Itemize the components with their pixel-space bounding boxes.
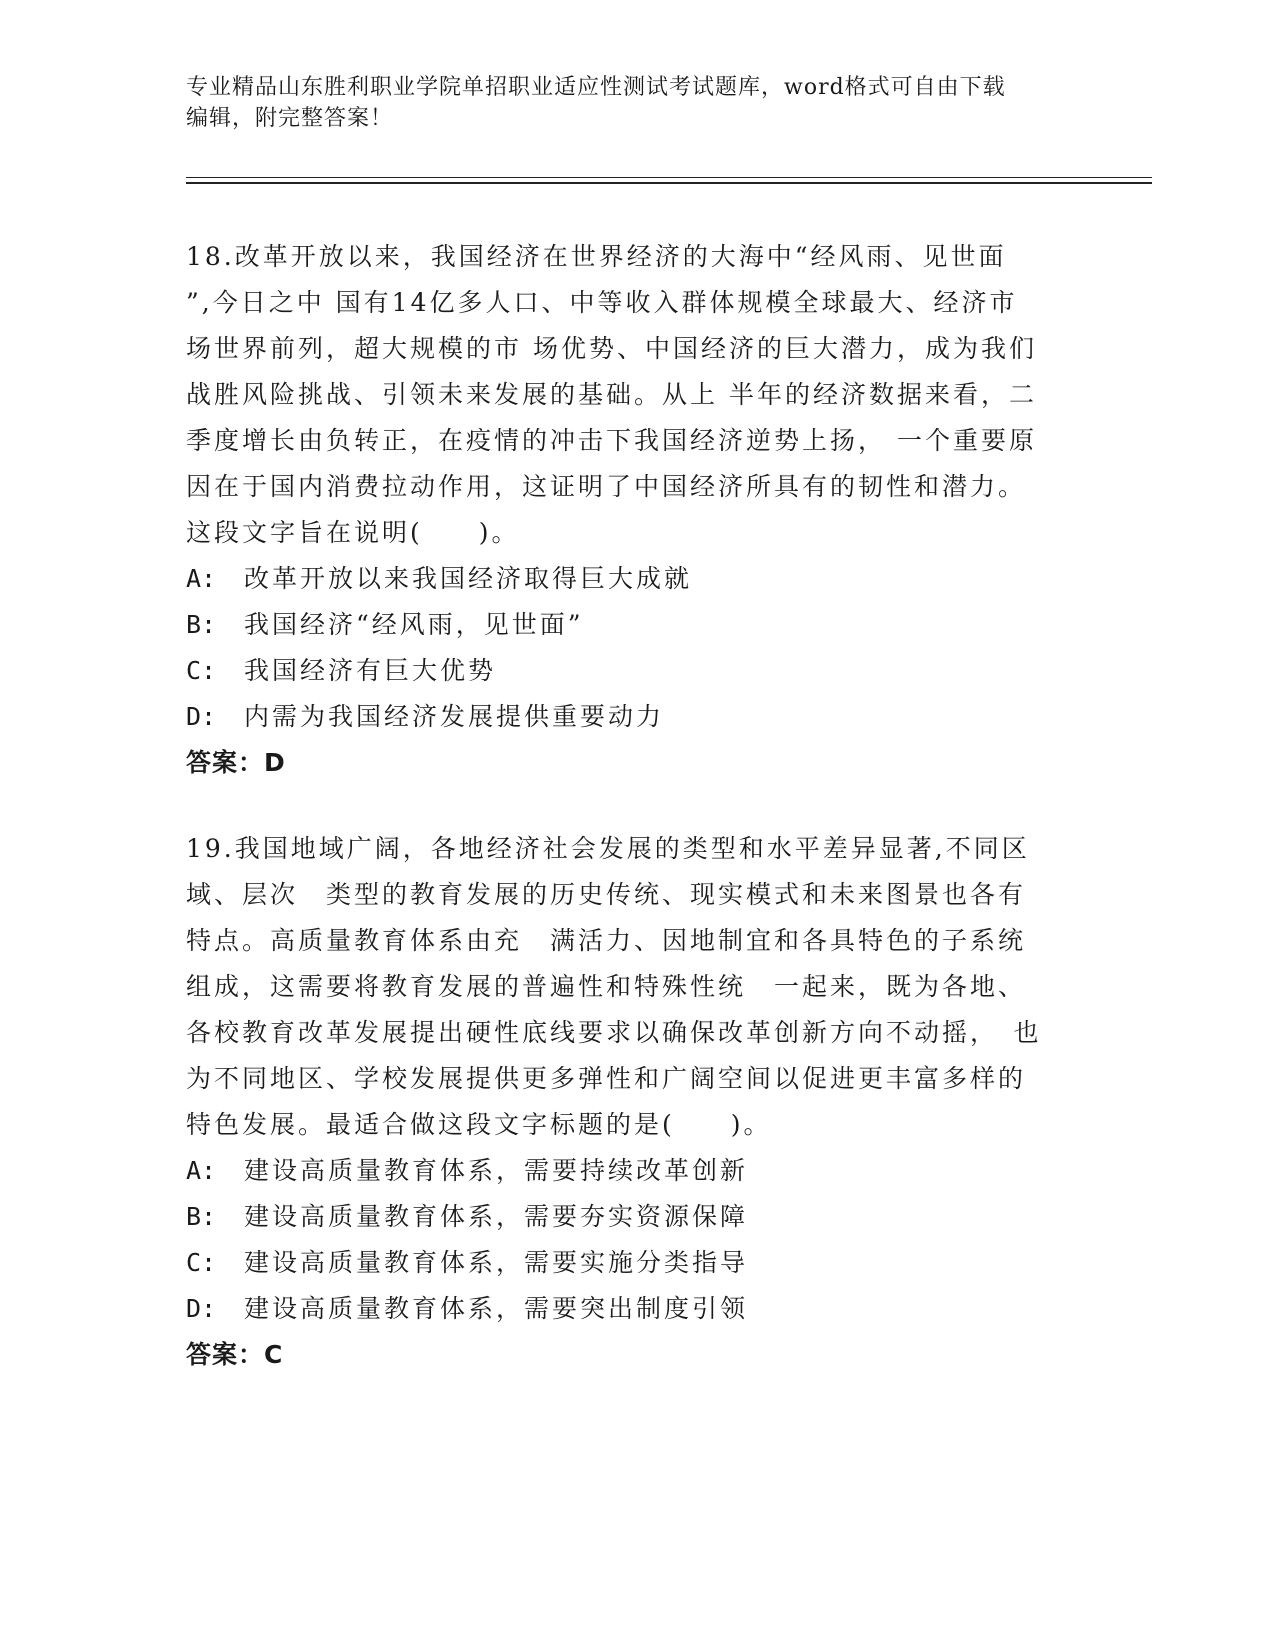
option-letter: C: [186,656,217,685]
option-c [186,1240,1086,1286]
question-stem-line: ”,今日之中 国有14亿多人口、中等收入群体规模全球最大、经济市 [186,288,1018,317]
header-divider [186,177,1152,178]
document-header [186,72,1086,134]
option-letter: A: [186,1156,217,1185]
option-text: 建设高质量教育体系，需要夯实资源保障 [244,1202,749,1231]
option-d [186,694,1086,740]
option-text: 我国经济有巨大优势 [244,656,497,685]
option-a [186,1148,1086,1194]
question-stem-line: 战胜风险挑战、引领未来发展的基础。从上 半年的经济数据来看，二 [186,380,1037,409]
header-line: 编辑，附完整答案！ [186,106,394,131]
answer-label: 答案：D [186,748,286,777]
option-text: 建设高质量教育体系，需要突出制度引领 [244,1294,749,1323]
option-d [186,1286,1086,1332]
option-letter: B: [186,610,217,639]
option-letter: C: [186,1248,217,1277]
header-line: 专业精品山东胜利职业学院单招职业适应性测试考试题库，word格式可自由下载 [186,75,1006,100]
question-stem-line: 场世界前列，超大规模的市 场优势、中国经济的巨大潜力，成为我们 [186,334,1037,363]
question-stem-line: 特色发展。最适合做这段文字标题的是( )。 [186,1110,772,1139]
answer-label: 答案：C [186,1340,284,1369]
option-b [186,602,1086,648]
option-b [186,1194,1086,1240]
question-stem-line: 18.改革开放以来，我国经济在世界经济的大海中“经风雨、见世面 [186,242,1007,271]
question-19 [186,826,1086,1378]
question-18 [186,234,1086,786]
question-stem-line: 这段文字旨在说明( )。 [186,518,520,547]
question-stem-line: 各校教育改革发展提出硬性底线要求以确保改革创新方向不动摇， 也 [186,1018,1042,1047]
option-a [186,556,1086,602]
question-stem-line: 域、层次 类型的教育发展的历史传统、现实模式和未来图景也各有 [186,880,1027,909]
option-letter: D: [186,702,217,731]
option-text: 建设高质量教育体系，需要实施分类指导 [244,1248,749,1277]
option-letter: B: [186,1202,217,1231]
question-stem-line: 19.我国地域广阔，各地经济社会发展的类型和水平差异显著,不同区 [186,834,1030,863]
question-stem-line: 为不同地区、学校发展提供更多弹性和广阔空间以促进更丰富多样的 [186,1064,1027,1093]
option-letter: D: [186,1294,217,1323]
option-letter: A: [186,564,217,593]
header-divider [186,182,1152,184]
question-stem-line: 特点。高质量教育体系由充 满活力、因地制宜和各具特色的子系统 [186,926,1027,955]
question-stem-line: 组成，这需要将教育发展的普遍性和特殊性统 一起来，既为各地、 [186,972,1027,1001]
option-text: 改革开放以来我国经济取得巨大成就 [244,564,693,593]
option-text: 建设高质量教育体系，需要持续改革创新 [244,1156,749,1185]
question-stem-line: 因在于国内消费拉动作用，这证明了中国经济所具有的韧性和潜力。 [186,472,1027,501]
option-text: 我国经济“经风雨，见世面” [244,610,584,639]
option-text: 内需为我国经济发展提供重要动力 [244,702,665,731]
question-stem-line: 季度增长由负转正，在疫情的冲击下我国经济逆势上扬， 一个重要原 [186,426,1037,455]
option-c [186,648,1086,694]
